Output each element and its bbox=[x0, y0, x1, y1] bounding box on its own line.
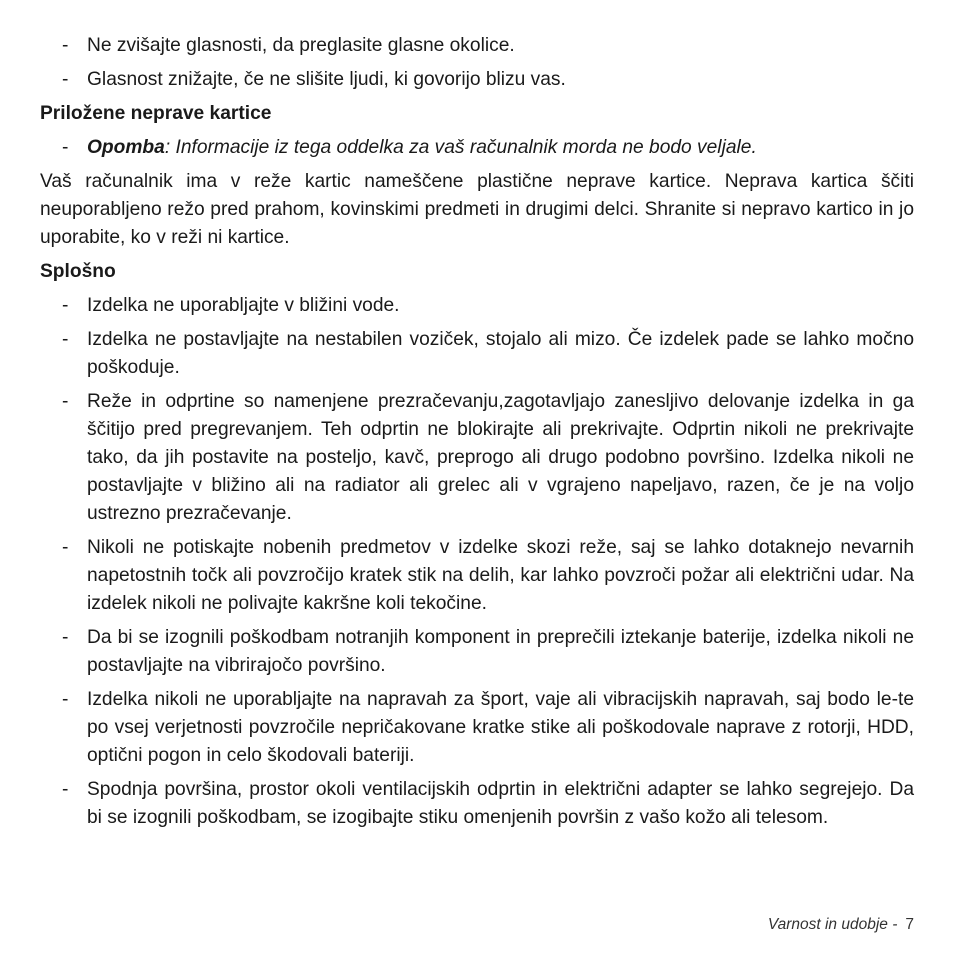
list-item bbox=[40, 686, 914, 770]
list-item-text: Izdelka ne uporabljajte v bližini vode. bbox=[87, 295, 400, 316]
bullet-dash: - bbox=[62, 537, 69, 558]
body-paragraph: Vaš računalnik ima v reže kartic nameščene plastične neprave kartice. Neprava kartica ščiti neuporabljeno režo pred prahom, kovinskimi predmeti in drugimi delci. Shranite si nepravo kartico in jo uporabite, ko v reži ni kartice. bbox=[40, 171, 914, 248]
list-item bbox=[40, 776, 914, 832]
list-item-text: Izdelka ne postavljajte na nestabilen voziček, stojalo ali mizo. Če izdelek pade se lahko močno poškoduje. bbox=[87, 329, 914, 378]
list-item bbox=[40, 534, 914, 618]
list-item-text: Da bi se izognili poškodbam notranjih komponent in preprečili iztekanje baterije, izdelka nikoli ne postavljajte na vibrirajočo površino. bbox=[87, 627, 914, 676]
list-item-text: Izdelka nikoli ne uporabljajte na napravah za šport, vaje ali vibracijskih napravah, saj bodo le-te po vsej verjetnosti povzročile nepričakovane kratke stike ali poškodovale naprave z rotorji, HDD, optični pogon in celo škodovali bateriji. bbox=[87, 689, 914, 766]
list-item bbox=[40, 66, 914, 94]
list-item-text: Nikoli ne potiskajte nobenih predmetov v izdelke skozi reže, saj se lahko dotaknejo nevarnih napetostnih točk ali povzročijo kratek stik na delih, kar lahko povzroči požar ali električni udar. Na izdelek nikoli ne polivajte kakršne koli tekočine. bbox=[87, 537, 914, 614]
list-item bbox=[40, 292, 914, 320]
list-item-text: Glasnost znižajte, če ne slišite ljudi, ki govorijo blizu vas. bbox=[87, 69, 566, 90]
list-item-text: Ne zvišajte glasnosti, da preglasite glasne okolice. bbox=[87, 35, 515, 56]
note-label: Opomba bbox=[87, 137, 165, 158]
page-number: 7 bbox=[905, 916, 914, 933]
list-item bbox=[40, 326, 914, 382]
note-body: : Informacije iz tega oddelka za vaš računalnik morda ne bodo veljale. bbox=[164, 137, 757, 158]
list-item bbox=[40, 32, 914, 60]
bullet-dash: - bbox=[62, 779, 69, 800]
note-text bbox=[87, 137, 757, 158]
bullet-dash: - bbox=[62, 689, 69, 710]
page-footer bbox=[768, 916, 914, 934]
page-content bbox=[40, 32, 914, 838]
note-item bbox=[40, 134, 914, 162]
section-heading-general: Splošno bbox=[40, 261, 116, 282]
footer-section-title: Varnost in udobje - bbox=[767, 916, 898, 933]
list-item bbox=[40, 388, 914, 528]
bullet-dash: - bbox=[62, 137, 69, 158]
bullet-dash: - bbox=[62, 329, 69, 350]
bullet-dash: - bbox=[62, 69, 69, 90]
list-item bbox=[40, 624, 914, 680]
bullet-dash: - bbox=[62, 391, 69, 412]
bullet-dash: - bbox=[62, 627, 69, 648]
list-item-text: Reže in odprtine so namenjene prezračevanju,zagotavljajo zanesljivo delovanje izdelka in ga ščitijo pred pregrevanjem. Teh odprtin ne blokirajte ali prekrivajte. Odprtin nikoli ne prekrivajte tako, da jih postavite na posteljo, kavč, preprogo ali drugo podobno površino. Izdelka nikoli ne postavljajte v bližino ali na radiator ali grelec ali v vgrajeno napeljavo, razen, če je na voljo ustrezno prezračevanje. bbox=[87, 391, 914, 524]
list-item-text: Spodnja površina, prostor okoli ventilacijskih odprtin in električni adapter se lahko segrejejo. Da bi se izognili poškodbam, se izogibajte stiku omenjenih površin z vašo kožo ali telesom. bbox=[87, 779, 914, 828]
bullet-dash: - bbox=[62, 295, 69, 316]
section-heading-dummy-cards: Priložene neprave kartice bbox=[40, 103, 272, 124]
bullet-dash: - bbox=[62, 35, 69, 56]
